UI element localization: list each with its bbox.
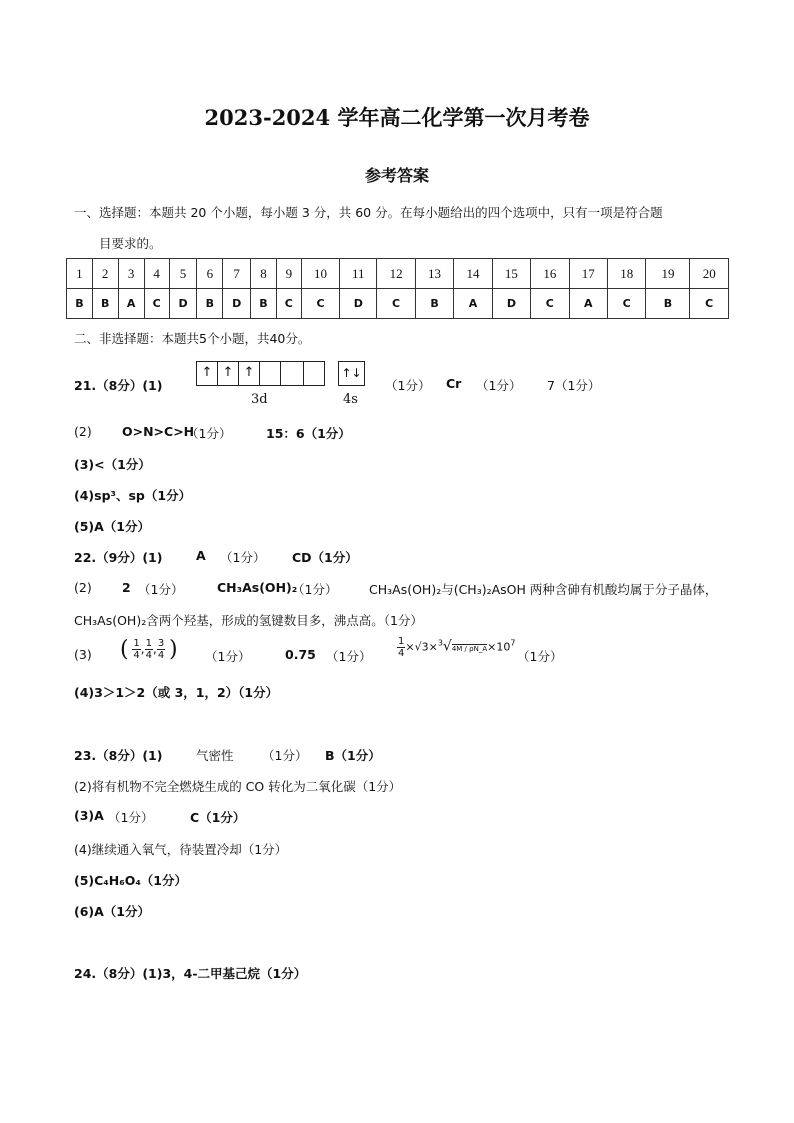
- table-cell: 18: [608, 259, 646, 289]
- table-cell: 7: [223, 259, 251, 289]
- q23-a2: B（1分）: [325, 748, 381, 763]
- expr-mid: ×√3×: [405, 640, 438, 654]
- table-cell: B: [67, 289, 93, 319]
- orbital-3d-box: [196, 361, 325, 386]
- orbital-cell: ↑: [197, 362, 218, 386]
- q22-p2-label: (2): [74, 580, 92, 595]
- table-cell: 12: [377, 259, 415, 289]
- q23-s1: （1分）: [262, 748, 308, 763]
- q23-p6: (6)A（1分）: [74, 904, 150, 919]
- fraction: $\frac{3}{4}$: [157, 638, 165, 661]
- table-cell: C: [301, 289, 339, 319]
- q22-p2-num: 2: [122, 580, 131, 595]
- table-cell: 11: [340, 259, 377, 289]
- q22-coordinates: ( $\frac{1}{4}$ , $\frac{1}{4}$ , $\frac{3}{4}$ ): [120, 637, 178, 662]
- table-cell: 3: [118, 259, 144, 289]
- q22-p2-formula: CH₃As(OH)₂: [217, 580, 298, 595]
- table-cell: C: [276, 289, 301, 319]
- q21-head: 21.（8分）(1): [74, 378, 163, 393]
- q21-count: 7（1分）: [547, 378, 601, 393]
- table-cell: B: [251, 289, 277, 319]
- q23-p2: (2)将有机物不完全燃烧生成的 CO 转化为二氧化碳（1分）: [74, 779, 402, 794]
- table-cell: B: [92, 289, 118, 319]
- answer-table-number-row: [67, 259, 729, 289]
- table-cell: 1: [67, 259, 93, 289]
- exponent: 7: [510, 638, 516, 648]
- table-cell: B: [646, 289, 690, 319]
- table-cell: D: [340, 289, 377, 319]
- table-cell: A: [454, 289, 492, 319]
- root-body: 4M / ρN_A: [451, 644, 488, 653]
- table-cell: 17: [569, 259, 607, 289]
- table-cell: 20: [690, 259, 729, 289]
- density-expression: [397, 636, 515, 659]
- table-cell: 13: [415, 259, 453, 289]
- q22-p3-s3: （1分）: [517, 649, 563, 664]
- table-cell: 16: [531, 259, 569, 289]
- table-cell: D: [492, 289, 530, 319]
- orbital-cell: [281, 362, 304, 386]
- q21-p5: (5)A（1分）: [74, 519, 150, 534]
- table-cell: D: [223, 289, 251, 319]
- orbital-3d-label: 3d: [251, 392, 268, 407]
- table-cell: 4: [144, 259, 169, 289]
- q22-head: 22.（9分）(1): [74, 550, 163, 565]
- table-cell: C: [690, 289, 729, 319]
- orbital-4s-label: 4s: [343, 392, 358, 407]
- q22-a1: A: [196, 548, 206, 563]
- table-cell: A: [569, 289, 607, 319]
- q22-a2: CD（1分）: [292, 550, 358, 565]
- fraction: $\frac{1}{4}$: [145, 638, 152, 661]
- q22-p3-s2: （1分）: [326, 649, 372, 664]
- section1-line2: 目要求的。: [99, 236, 162, 251]
- q23-a1: 气密性: [196, 748, 234, 763]
- table-cell: 19: [646, 259, 690, 289]
- paren-close-icon: ): [169, 637, 178, 662]
- table-cell: C: [608, 289, 646, 319]
- q21-p2-score: （1分）: [186, 426, 232, 441]
- table-cell: 8: [251, 259, 277, 289]
- table-cell: A: [118, 289, 144, 319]
- table-cell: C: [531, 289, 569, 319]
- q21-element: Cr: [446, 376, 462, 391]
- fraction: $\frac{1}{4}$: [398, 636, 405, 659]
- q22-p3-val: 0.75: [285, 647, 316, 662]
- q22-p3-s1: （1分）: [205, 649, 251, 664]
- q22-p4: (4)3＞1＞2（或 3，1，2）（1分）: [74, 685, 279, 700]
- table-cell: 6: [197, 259, 223, 289]
- table-cell: 9: [276, 259, 301, 289]
- q21-p3: (3)<（1分）: [74, 457, 151, 472]
- q23-p3b: C（1分）: [190, 810, 246, 825]
- q21-p2-ratio: 15：6（1分）: [266, 426, 351, 441]
- answer-table: [66, 258, 729, 319]
- page-title: 2023-2024 学年高二化学第一次月考卷: [204, 105, 590, 130]
- orbital-4s-box: ↑↓: [338, 361, 365, 386]
- table-cell: 10: [301, 259, 339, 289]
- table-cell: C: [144, 289, 169, 319]
- table-cell: D: [169, 289, 197, 319]
- orbital-cell: [260, 362, 281, 386]
- q22-p2-explain2: CH₃As(OH)₂含两个羟基，形成的氢键数目多，沸点高。（1分）: [74, 613, 423, 628]
- q21-p2-label: (2): [74, 424, 92, 439]
- q21-p2-order: O>N>C>H: [122, 424, 195, 439]
- q23-p5: (5)C₄H₆O₄（1分）: [74, 873, 188, 888]
- q21-score-a: （1分）: [385, 378, 431, 393]
- section1-line1: 一、选择题：本题共 20 个小题，每小题 3 分，共 60 分。在每小题给出的四个选项中，只有一项是符合题: [74, 205, 663, 220]
- table-cell: 14: [454, 259, 492, 289]
- q22-s1: （1分）: [220, 550, 266, 565]
- table-cell: B: [415, 289, 453, 319]
- q22-p2-explain1: CH₃As(OH)₂与(CH₃)₂AsOH 两种含砷有机酸均属于分子晶体，: [369, 582, 718, 597]
- q23-head: 23.（8分）(1): [74, 748, 163, 763]
- q21-score-b: （1分）: [476, 378, 522, 393]
- table-cell: 2: [92, 259, 118, 289]
- cube-root-icon: √: [442, 638, 452, 655]
- expr-tail: ×10: [487, 640, 511, 654]
- answer-table-answer-row: [67, 289, 729, 319]
- q22-p3-label: (3): [74, 647, 92, 662]
- root-index: 3: [437, 638, 443, 648]
- q23-p4: (4)继续通入氧气，待装置冷却（1分）: [74, 842, 288, 857]
- fraction: $\frac{1}{4}$: [133, 638, 140, 661]
- orbital-cell: ↑: [218, 362, 239, 386]
- q22-p2-s1: （1分）: [138, 582, 184, 597]
- table-cell: C: [377, 289, 415, 319]
- orbital-cell: ↑: [239, 362, 260, 386]
- table-cell: 5: [169, 259, 197, 289]
- page-subtitle: 参考答案: [364, 166, 429, 185]
- table-cell: B: [197, 289, 223, 319]
- q22-p2-s2: （1分）: [292, 582, 338, 597]
- section2-heading: 二、非选择题：本题共5个小题，共40分。: [74, 331, 311, 346]
- paren-open-icon: (: [120, 637, 129, 662]
- q24-head: 24.（8分）(1)3，4-二甲基己烷（1分）: [74, 966, 307, 981]
- q23-p3a: (3)A: [74, 808, 104, 823]
- table-cell: 15: [492, 259, 530, 289]
- q23-p3s: （1分）: [108, 810, 154, 825]
- q21-p4: (4)sp³、sp（1分）: [74, 488, 192, 503]
